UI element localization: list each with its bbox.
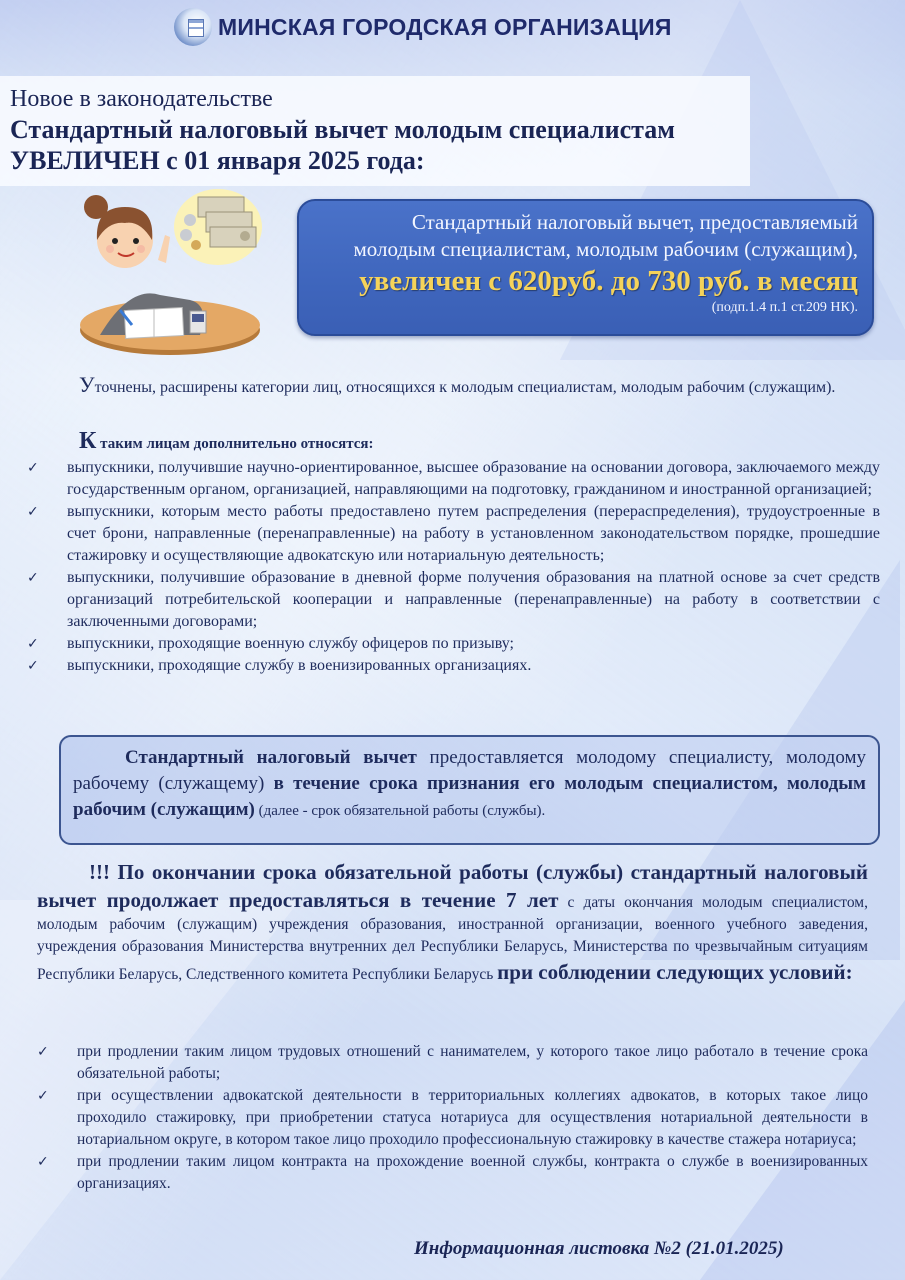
- title-line-2: УВЕЛИЧЕН с 01 января 2025 года:: [10, 146, 425, 175]
- list-item: ✓ выпускники, получившие образование в дневной форме получения образования на платной основе за счет средств организаций потребительской кооперации и направленные (перенаправленные) на работу в соответствии с заключенными договорами;: [27, 569, 880, 630]
- categories-list: [27, 457, 880, 677]
- title-line-1: Стандартный налоговый вычет молодым специалистам: [10, 115, 675, 144]
- org-title: МИНСКАЯ ГОРОДСКАЯ ОРГАНИЗАЦИЯ: [218, 13, 672, 40]
- list-item: ✓ выпускники, проходящие службу в военизированных организациях.: [27, 655, 880, 677]
- title-subtitle: Новое в законодательстве: [10, 86, 273, 112]
- checkmark-icon: ✓: [27, 504, 39, 520]
- checkmark-icon: ✓: [27, 570, 39, 586]
- callout-line-2: молодым специалистам, молодым рабочим (служащим),: [353, 237, 858, 261]
- leaflet-footer: Информационная листовка №2 (21.01.2025): [414, 1238, 784, 1259]
- list-item: ✓ при продлении таким лицом трудовых отношений с нанимателем, у которого такое лицо работало в течение срока обязательной работы;: [37, 1043, 868, 1082]
- checkmark-icon: ✓: [27, 658, 39, 674]
- woman-calculating-money-illustration: [70, 185, 265, 360]
- callout-highlight: увеличен с 620руб. до 730 руб. в месяц: [359, 265, 858, 297]
- list-item: ✓ выпускники, получившие научно-ориентированное, высшее образование на основании договора, заключаемого между государственным органом, организацией, направляющими на подготовку, гражданином и иностранной организацией;: [27, 459, 880, 498]
- list-item: ✓ при продлении таким лицом контракта на прохождение военной службы, контракта о службе в военизированных организациях.: [37, 1153, 868, 1192]
- checkmark-icon: ✓: [37, 1044, 49, 1060]
- checkmark-icon: ✓: [27, 460, 39, 476]
- conditions-list: [37, 1041, 868, 1195]
- checkmark-icon: ✓: [27, 636, 39, 652]
- list-item: ✓ выпускники, которым место работы предоставлено путем распределения (перераспределения), трудоустроенные в счет брони, направленные (перенаправленные) на работу в установленном законодательством порядке, прошедшие стажировку и осуществляющие адвокатскую или нотариальную деятельность;: [27, 503, 880, 564]
- intro-text: точнены, расширены категории лиц, относящихся к молодым специалистам, молодым рабочим (служащим).: [94, 379, 836, 396]
- list-item: ✓ при осуществлении адвокатской деятельности в территориальных коллегиях адвокатов, в которых такое лицо проходило стажировку, при приобретении статуса нотариуса для осуществления нотариальной деятельности в нотариальном округе, в котором такое лицо проходило профессиональную стажировку в качестве стажера нотариуса;: [37, 1087, 868, 1148]
- intro-drop-letter: У: [79, 372, 95, 397]
- deduction-period-box: Стандартный налоговый вычет предоставляется молодому специалисту, молодому рабочему (служащему) в течение срока признания его молодым специалистом, молодым рабочим (служащим) (далее - срок обязательной работы (службы).: [59, 735, 880, 845]
- header: [174, 6, 672, 48]
- callout-reference: (подп.1.4 п.1 ст.209 НК).: [711, 300, 858, 315]
- intro-paragraph: [27, 374, 880, 399]
- list-item: ✓ выпускники, проходящие военную службу офицеров по призыву;: [27, 633, 880, 655]
- checkmark-icon: ✓: [37, 1088, 49, 1104]
- extension-notice-paragraph: !!! По окончании срока обязательной работы (службы) стандартный налоговый вычет продолжает предоставляться в течение 7 лет с даты окончания молодым специалистом, молодым рабочим (служащим) учреждения образования, иностранной организации, военного учебного заведения, учреждения образования Министерства внутренних дел Республики Беларусь, Министерства по чрезвычайным ситуациям Республики Беларусь, Следственного комитета Республики Беларусь при соблюдении следующих условий:: [37, 860, 868, 984]
- checkmark-icon: ✓: [37, 1154, 49, 1170]
- deduction-increase-callout: [297, 199, 874, 336]
- categories-heading: К таким лицам дополнительно относятся:: [79, 428, 374, 454]
- title-block: [0, 76, 750, 186]
- callout-line-1: Стандартный налоговый вычет, предоставляемый: [411, 210, 858, 234]
- union-emblem-icon: [174, 8, 212, 46]
